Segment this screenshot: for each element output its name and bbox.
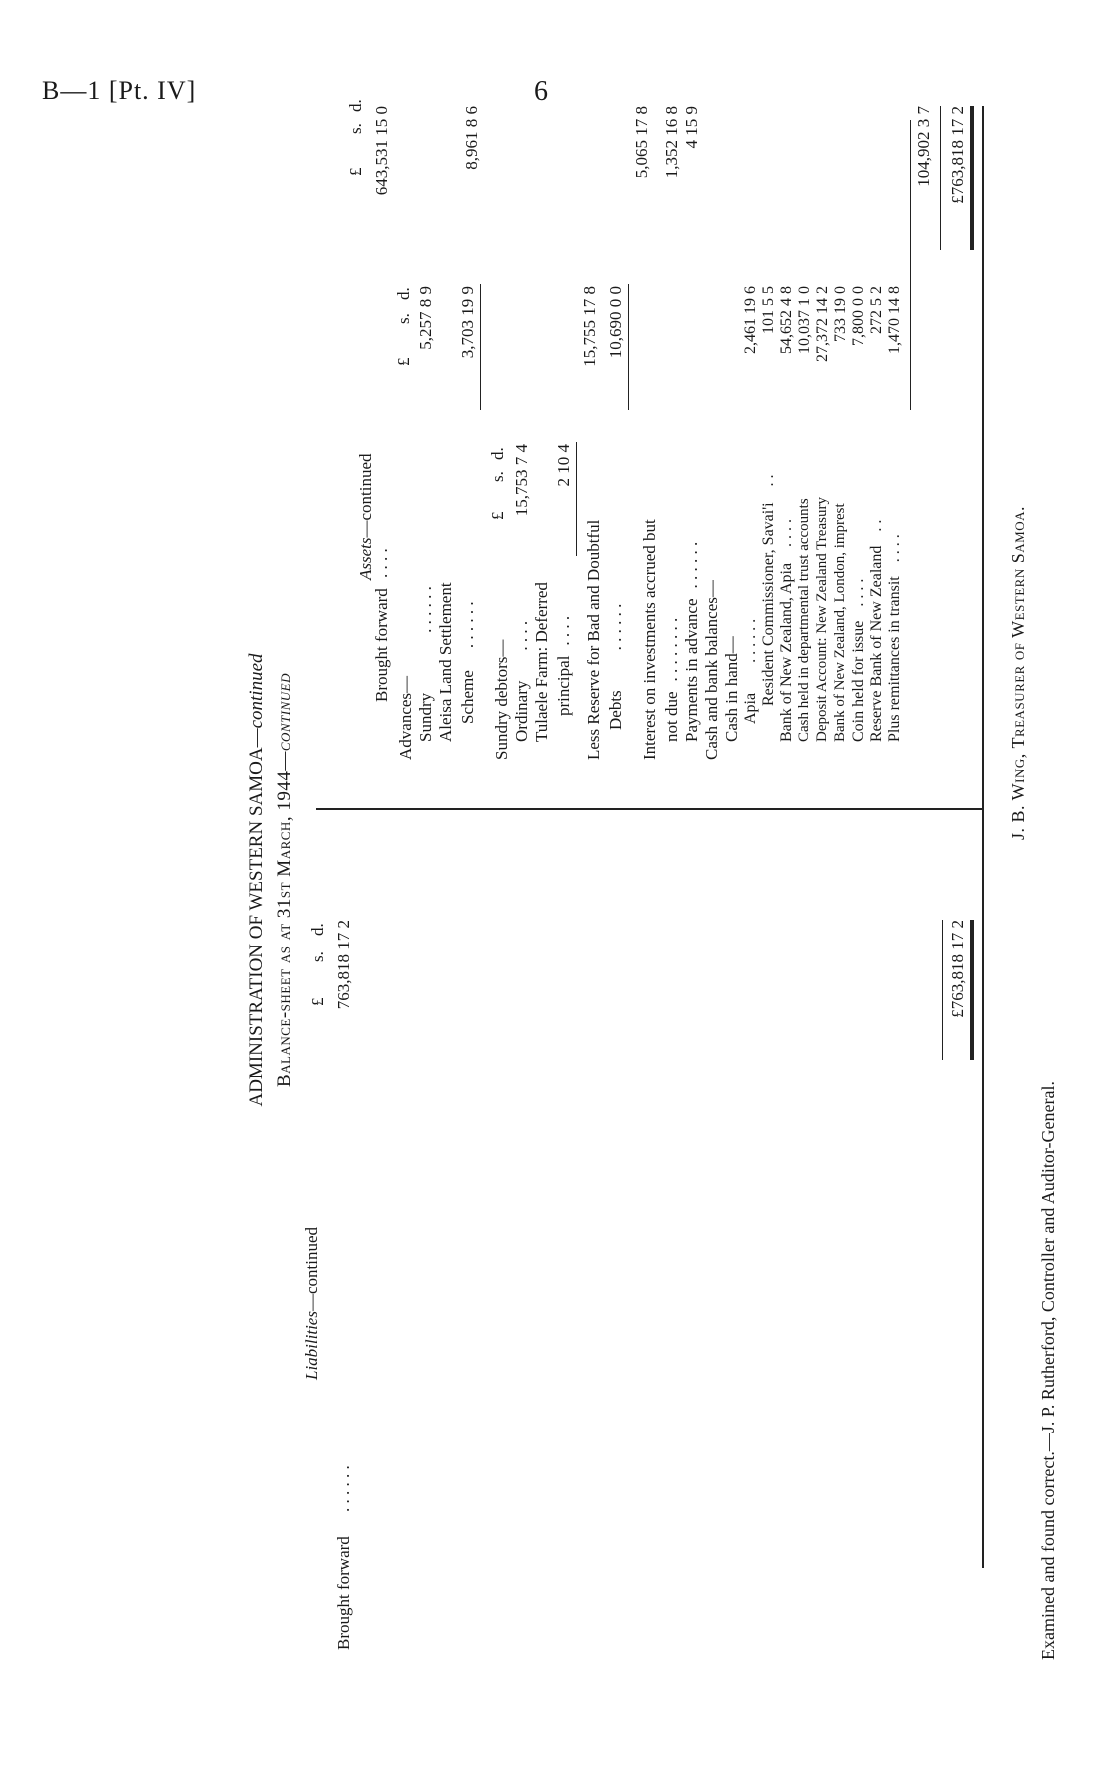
report-title: ADMINISTRATION OF WESTERN SAMOA—continued [246,653,267,1107]
reserve-label: Less Reserve for Bad and Doubtful [584,519,603,760]
page-number: 6 [534,76,548,107]
cash-item-amount: 101 5 5 [760,286,777,334]
sundry-debtors-label: Sundry debtors— [492,639,511,760]
advances-label: Advances— [396,675,415,760]
advances-rule [480,284,481,410]
cash-total: 104,902 3 7 [914,106,933,187]
assets-double-rule [970,106,974,250]
cash-item: Bank of New Zealand, London, imprest [832,503,848,742]
liabilities-total-rule [942,920,943,1060]
cash-label: Cash and bank balances— [702,580,721,760]
reserve-amount: 10,690 0 0 [606,286,625,359]
cash-item: Resident Commissioner, Savai'i. . [760,474,777,706]
cash-item-amount: 7,800 0 0 [850,286,867,346]
liabilities-brought-forward: Brought forward . . . . . . [334,1465,353,1650]
cash-item-amount: 27,372 14 2 [814,286,831,362]
advances-aleisa: Aleisa Land Settlement [436,582,455,742]
payments-amount: 4 15 9 [682,106,701,149]
balance-sheet: ADMINISTRATION OF WESTERN SAMOA—continued Balance-sheet as at 31st March, 1944—continued Liabilities—continued £ s. d. Brought forward . . . . . . 763,818 17 2 £763,818 17 2 Assets—continued £ s. d. Brought forward . . . . 643,531 15 0 £ s. d. Advances— Sundry. . . . . . 5,257 8 9 Aleisa Land Settlement Scheme. . . . . . 3,703 19 9 8,961 8 6 Sundry debtors— £ s. d. Ordinary. . . . 15,753 7 4 Tulaele Farm: Deferred principal. . . . 2 10 4 15,755 17 8 Less Reserve for Bad and Doubtful Debts. . . . . . 10,690 0 0 5,065 17 8 Interest on investments accrued but not due. . . . . . . . 1,352 16 8 Payments in advance. . . . . . 4 15 9 Cash and bank balances— Cash in hand— Apia. . . . . . 2,461 19 6 Resident Commissioner, Savai'i. . 101 5 5 Bank of New Zealand, Apia. . . . 54,652 4 8 Cash held in departmental trust accounts 10,037 1 0 Deposit Account: New Zealand Treasury 27,372 14 2 Bank of New Zealand, London, imprest 733 19 0 Coin held for issue. . . . 7,800 0 0 Reserve Bank of New Zealand. . 272 5 2 Plus remittances in transit. . . . 1,470 14 8 104,902 3 7 £763,818 17 2 J. B. Wing, Treasurer of Western Samoa. Examined and found correct.—J. P. Rutherford, Controller and Auditor-General. [246,99,1058,1660]
cash-item-amount: 54,652 4 8 [778,286,795,354]
reserve-debts: Debts. . . . . . [606,603,625,730]
interest-label: Interest on investments accrued but [640,519,659,760]
page-header-left: B—1 [Pt. IV] [42,76,197,105]
advances-sundry-amount: 5,257 8 9 [416,286,435,350]
cash-item: Apia. . . . . . [742,618,759,724]
sundry-debtors-ordinary: Ordinary. . . . [512,620,531,742]
assets-brought-forward-amount: 643,531 15 0 [372,106,391,196]
assets-total: £763,818 17 2 [948,106,967,204]
auditor-signature: Examined and found correct.—J. P. Rutherford, Controller and Auditor-General. [1038,1081,1058,1660]
sundry-debtors-net: 5,065 17 8 [632,106,651,179]
cash-in-hand-label: Cash in hand— [722,636,741,742]
sundry-debtors-principal: principal. . . . [554,615,573,716]
advances-sundry: Sundry. . . . . . [416,586,435,742]
treasurer-signature: J. B. Wing, Treasurer of Western Samoa. [1008,506,1028,840]
cash-item-amount: 733 19 0 [832,286,849,342]
sundry-debtors-tulaele: Tulaele Farm: Deferred [532,582,551,742]
cash-item: Deposit Account: New Zealand Treasury [814,497,830,742]
advances-total: 8,961 8 6 [462,106,481,170]
cash-item: Coin held for issue. . . . [850,578,867,742]
reserve-rule [628,284,629,410]
liabilities-heading: Liabilities—continued [302,1226,321,1380]
payments-in-advance: Payments in advance. . . . . . [682,541,701,742]
cash-item: Bank of New Zealand, Apia. . . . [778,518,795,742]
cash-item: Cash held in departmental trust accounts [796,498,812,742]
cash-item-amount: 1,470 14 8 [886,286,903,354]
interest-amount: 1,352 16 8 [662,106,681,179]
report-subtitle: Balance-sheet as at 31st March, 1944—continued [274,672,295,1088]
cash-item: Reserve Bank of New Zealand. . [868,519,885,742]
cash-item-amount: 10,037 1 0 [796,286,813,354]
sundry-debtors-rule [576,442,577,556]
advances-scheme: Scheme. . . . . . [458,601,477,724]
cash-rule [910,120,911,410]
assets-heading: Assets—continued [356,453,375,580]
advances-scheme-amount: 3,703 19 9 [458,286,477,359]
assets-total-rule [940,106,941,250]
column-divider [316,808,984,810]
sundry-debtors-ordinary-amount: 15,753 7 4 [512,444,531,517]
assets-brought-forward: Brought forward . . . . [372,548,391,702]
liabilities-total: £763,818 17 2 [948,920,967,1018]
cash-item: Plus remittances in transit. . . . [886,534,903,742]
cash-item-amount: 2,461 19 6 [742,286,759,354]
liabilities-double-rule [970,920,974,1060]
sundry-debtors-subtotal: 15,755 17 8 [580,286,599,367]
sundry-debtors-principal-amount: 2 10 4 [554,444,573,487]
bottom-rule [982,106,984,1568]
cash-item-amount: 272 5 2 [868,286,885,334]
interest-not-due: not due. . . . . . . . [662,617,681,742]
liabilities-brought-forward-amount: 763,818 17 2 [334,920,353,1010]
